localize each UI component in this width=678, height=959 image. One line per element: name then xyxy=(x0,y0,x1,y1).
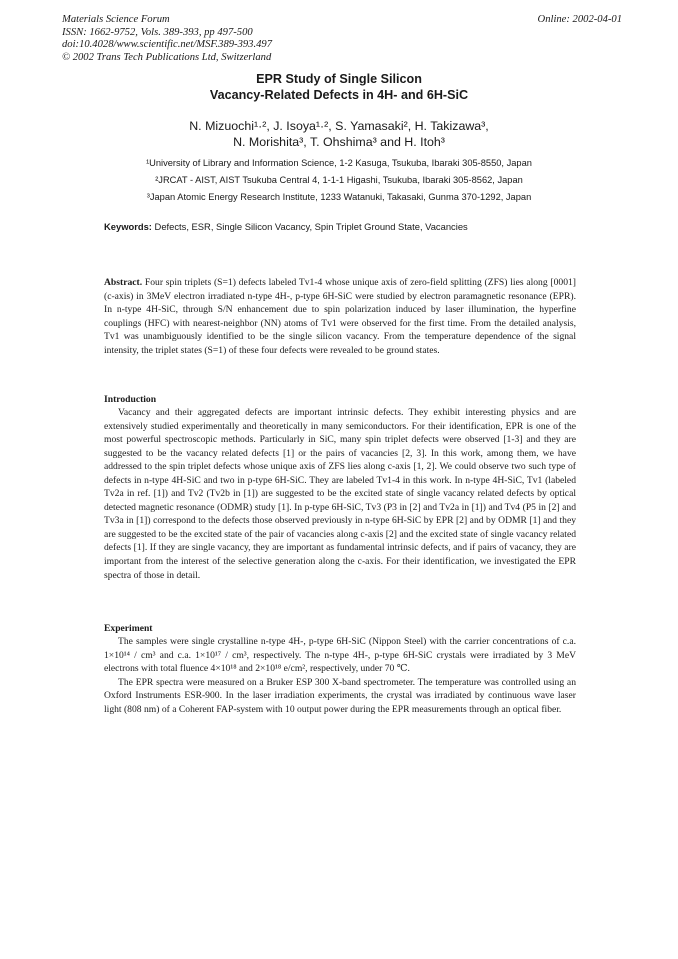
experiment-section xyxy=(104,635,576,716)
online-date: Online: 2002-04-01 xyxy=(537,14,622,25)
title-line-2: Vacancy-Related Defects in 4H- and 6H-SiC xyxy=(209,88,469,102)
author-list xyxy=(0,118,678,150)
publication-header xyxy=(62,14,622,64)
abstract xyxy=(104,276,576,357)
affiliation-2: ²JRCAT - AIST, AIST Tsukuba Central 4, 1-1-1 Higashi, Tsukuba, Ibaraki 305-8562, Japan xyxy=(155,175,523,185)
keywords-label: Keywords: xyxy=(104,221,152,232)
abstract-label: Abstract. xyxy=(104,277,143,288)
paper-title xyxy=(0,71,678,103)
issn-line: ISSN: 1662-9752, Vols. 389-393, pp 497-500 xyxy=(62,26,253,38)
experiment-paragraph-1: The samples were single crystalline n-type 4H-, p-type 6H-SiC (Nippon Steel) with the carrier concentrations of c.a. 1×10¹⁴ / cm³ and c.a. 1×10¹⁷ / cm³, respectively. The n-type 4H-, p-type 6H-SiC crystals were irradiated by 3 MeV electrons with total fluence 4×10¹⁸ and 2×10¹⁸ e/cm², respectively, under 70 ℃. xyxy=(104,636,576,675)
introduction-text: Vacancy and their aggregated defects are important intrinsic defects. They exhibit interesting physics and are extensively studied experimentally and theoretically in many semiconductors. For their identification, EPR is one of the most powerful spectroscopic methods. Particularly in SiC, many spin triplet defects were observed [1-3] and they are suggested to be the vacancy related defects [1] or the pairs of vacancies [2, 3]. In this work, among them, we have addressed to the spin triplet defects whose unique axis of ZFS lies along c-axis [1, 2]. We could observe two such type of defects in n-type 4H-SiC and two in p-type 6H-SiC. They are labeled Tv1-4 in this work. In n-type 4H-SiC, Tv1 (labeled Tv2a in ref. [1]) and Tv2 (Tv2b in [1]) are suggested to be the excited state of single vacancy related defects by optical detected magnetic resonance (ODMR) study [1]. In p-type 6H-SiC, Tv3 (P3 in [2] and Tv2a in [1]) and Tv4 (P5 in [2] and Tv3a in [1]) correspond to the defects those observed previously in n-type 6H-SiC by EPR [2] and by ODMR [1] and they are suggested to be the excited state of the pair of vacancies along c-axis [2] and the excited state of single vacancy related defects [1]. If they are single vacancy, they are important as fundamental intrinsic defects, and if pairs of vacancy, they are important from the interest of the selective generation along the c-axis. For their identification, we investigated the EPR spectra of those in detail. xyxy=(104,407,576,581)
introduction-heading: Introduction xyxy=(104,394,157,405)
affiliation-1: ¹University of Library and Information Science, 1-2 Kasuga, Tsukuba, Ibaraki 305-8550, Japan xyxy=(146,158,532,168)
doi-line: doi:10.4028/www.scientific.net/MSF.389-393.497 xyxy=(62,39,272,51)
keywords xyxy=(104,220,576,233)
copyright-line: © 2002 Trans Tech Publications Ltd, Switzerland xyxy=(62,51,272,63)
affiliations xyxy=(0,155,678,206)
experiment-paragraph-2: The EPR spectra were measured on a Bruker ESP 300 X-band spectrometer. The temperature was controlled using an Oxford Instruments ESR-900. In the laser irradiation experiments, the crystal was irradiated by continuous wave laser light (808 nm) of a Coherent FAP-system with 10 output power during the EPR measurements through an optical fiber. xyxy=(104,676,576,715)
affiliation-3: ³Japan Atomic Energy Research Institute, 1233 Watanuki, Takasaki, Gunma 370-1292, Japan xyxy=(146,192,532,202)
journal-name: Materials Science Forum xyxy=(62,14,170,25)
authors-line-2: N. Morishita³, T. Ohshima³ and H. Itoh³ xyxy=(233,135,445,149)
abstract-text: Four spin triplets (S=1) defects labeled Tv1-4 whose unique axis of zero-field splitting (ZFS) lies along [0001] (c-axis) in 3MeV electron irradiated n-type 4H-, p-type 6H-SiC were studied by electron paramagnetic resonance (EPR). In n-type 4H-SiC, through S/N enhancement due to spin polarization induced by laser illumination, the hyperfine couplings (HFC) with nearest-neighbor (NN) atoms of Tv1 were observed for the first time. From the detailed analysis, Tv1 was unambiguously identified to be the single silicon vacancy. From the temperature dependence of the signal intensity, the triplet states (S=1) of these four defects were revealed to be ground states. xyxy=(104,277,576,356)
keywords-text: Defects, ESR, Single Silicon Vacancy, Spin Triplet Ground State, Vacancies xyxy=(154,221,468,232)
authors-line-1: N. Mizuochi¹·², J. Isoya¹·², S. Yamasaki², H. Takizawa³, xyxy=(189,119,489,133)
title-line-1: EPR Study of Single Silicon xyxy=(256,72,422,86)
experiment-heading: Experiment xyxy=(104,623,153,634)
